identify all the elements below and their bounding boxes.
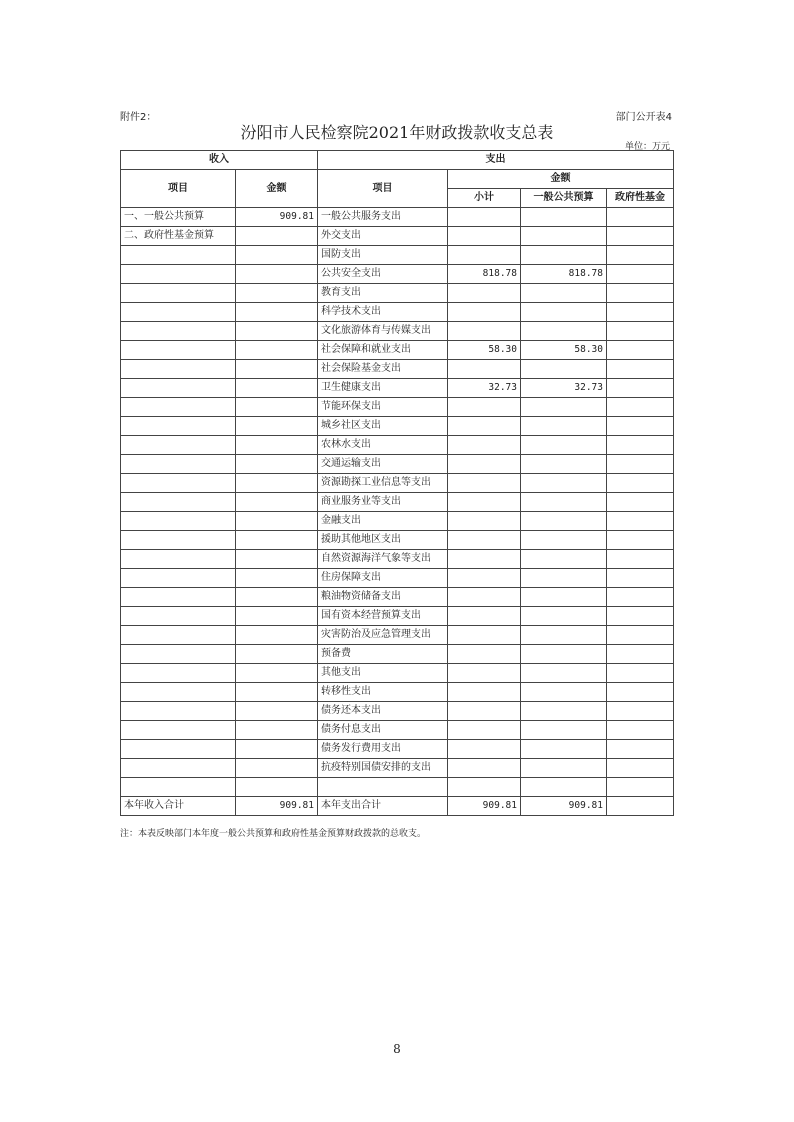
subtotal-cell	[448, 531, 521, 550]
gov-fund-cell	[607, 550, 674, 569]
general-budget-cell	[521, 531, 607, 550]
subtotal-cell	[448, 607, 521, 626]
table-row	[121, 303, 674, 322]
general-budget-cell	[521, 664, 607, 683]
expense-item-cell: 预备费	[318, 645, 448, 664]
expense-item-cell: 金融支出	[318, 512, 448, 531]
gov-fund-cell	[607, 531, 674, 550]
expense-item-cell: 粮油物资储备支出	[318, 588, 448, 607]
gov-fund-cell	[607, 455, 674, 474]
expense-item-cell: 公共安全支出	[318, 265, 448, 284]
income-item-cell: 一、一般公共预算	[121, 208, 236, 227]
expense-item-cell: 社会保险基金支出	[318, 360, 448, 379]
income-amount-cell	[236, 493, 318, 512]
expense-item-cell: 本年支出合计	[318, 797, 448, 816]
income-item-cell	[121, 531, 236, 550]
subtotal-cell: 32.73	[448, 379, 521, 398]
general-budget-cell	[521, 569, 607, 588]
income-amount-cell	[236, 417, 318, 436]
gov-fund-cell	[607, 512, 674, 531]
gov-fund-cell	[607, 322, 674, 341]
general-budget-cell	[521, 702, 607, 721]
subtotal-cell	[448, 208, 521, 227]
subtotal-cell	[448, 550, 521, 569]
income-item-cell	[121, 493, 236, 512]
expense-item-cell	[318, 778, 448, 797]
general-budget-cell	[521, 284, 607, 303]
general-budget-cell	[521, 455, 607, 474]
subtotal-cell	[448, 512, 521, 531]
table-row	[121, 208, 674, 227]
gov-fund-cell	[607, 227, 674, 246]
table-row	[121, 740, 674, 759]
general-budget-cell	[521, 493, 607, 512]
income-header: 收入	[121, 151, 318, 170]
table-row	[121, 493, 674, 512]
subtotal-cell	[448, 626, 521, 645]
expense-item-header: 项目	[318, 170, 448, 208]
table-row	[121, 398, 674, 417]
subtotal-cell	[448, 360, 521, 379]
expense-item-cell: 债务发行费用支出	[318, 740, 448, 759]
expense-item-cell: 农林水支出	[318, 436, 448, 455]
income-amount-cell	[236, 227, 318, 246]
income-amount-cell	[236, 607, 318, 626]
expense-item-cell: 教育支出	[318, 284, 448, 303]
income-amount-cell	[236, 474, 318, 493]
unit-label: 单位：万元	[624, 142, 670, 152]
general-budget-cell	[521, 645, 607, 664]
income-amount-cell	[236, 664, 318, 683]
expense-item-cell: 交通运输支出	[318, 455, 448, 474]
subtotal-cell	[448, 436, 521, 455]
income-item-cell: 本年收入合计	[121, 797, 236, 816]
expense-amount-header: 金额	[448, 170, 674, 189]
income-amount-cell	[236, 303, 318, 322]
income-item-cell	[121, 550, 236, 569]
income-item-cell	[121, 626, 236, 645]
general-budget-cell	[521, 227, 607, 246]
general-budget-cell: 818.78	[521, 265, 607, 284]
income-item-cell	[121, 721, 236, 740]
table-row	[121, 569, 674, 588]
expense-item-cell: 转移性支出	[318, 683, 448, 702]
income-item-header: 项目	[121, 170, 236, 208]
expense-item-cell: 债务付息支出	[318, 721, 448, 740]
income-item-cell	[121, 607, 236, 626]
gov-fund-cell	[607, 588, 674, 607]
gov-fund-cell	[607, 265, 674, 284]
general-budget-cell: 58.30	[521, 341, 607, 360]
table-row	[121, 227, 674, 246]
gov-fund-cell	[607, 417, 674, 436]
expense-item-cell: 城乡社区支出	[318, 417, 448, 436]
gov-fund-cell	[607, 569, 674, 588]
income-item-cell	[121, 664, 236, 683]
table-row	[121, 455, 674, 474]
page-title: 汾阳市人民检察院2021年财政拨款收支总表	[240, 123, 554, 142]
general-budget-cell	[521, 417, 607, 436]
income-amount-cell	[236, 645, 318, 664]
table-row	[121, 284, 674, 303]
expense-item-cell: 社会保障和就业支出	[318, 341, 448, 360]
gov-fund-cell	[607, 683, 674, 702]
subtotal-cell	[448, 474, 521, 493]
subtotal-cell	[448, 759, 521, 778]
gov-fund-cell	[607, 664, 674, 683]
income-item-cell	[121, 778, 236, 797]
income-amount-cell	[236, 265, 318, 284]
gov-fund-header: 政府性基金	[607, 189, 674, 208]
general-budget-cell	[521, 360, 607, 379]
income-amount-cell	[236, 512, 318, 531]
subtotal-cell	[448, 284, 521, 303]
general-budget-cell	[521, 303, 607, 322]
expense-item-cell: 卫生健康支出	[318, 379, 448, 398]
general-budget-cell	[521, 436, 607, 455]
income-item-cell	[121, 436, 236, 455]
page-number: 8	[393, 1042, 401, 1056]
income-item-cell	[121, 246, 236, 265]
general-budget-cell	[521, 208, 607, 227]
table-row	[121, 512, 674, 531]
income-amount-cell	[236, 683, 318, 702]
expense-item-cell: 抗疫特别国债安排的支出	[318, 759, 448, 778]
income-amount-cell	[236, 550, 318, 569]
expense-item-cell: 一般公共服务支出	[318, 208, 448, 227]
gov-fund-cell	[607, 702, 674, 721]
general-budget-cell	[521, 721, 607, 740]
income-amount-cell: 909.81	[236, 208, 318, 227]
subtotal-cell	[448, 246, 521, 265]
income-item-cell	[121, 303, 236, 322]
subtotal-cell	[448, 645, 521, 664]
table-row	[121, 531, 674, 550]
income-item-cell	[121, 398, 236, 417]
subtotal-cell	[448, 493, 521, 512]
expense-item-cell: 资源勘探工业信息等支出	[318, 474, 448, 493]
subtotal-cell	[448, 740, 521, 759]
income-item-cell	[121, 284, 236, 303]
subtotal-cell	[448, 588, 521, 607]
table-row	[121, 379, 674, 398]
gov-fund-cell	[607, 379, 674, 398]
subtotal-cell	[448, 569, 521, 588]
general-budget-cell	[521, 550, 607, 569]
table-body	[121, 208, 674, 816]
income-amount-cell	[236, 759, 318, 778]
expense-item-cell: 其他支出	[318, 664, 448, 683]
income-amount-cell	[236, 284, 318, 303]
expense-item-cell: 外交支出	[318, 227, 448, 246]
general-budget-cell	[521, 322, 607, 341]
income-amount-cell	[236, 398, 318, 417]
subtotal-cell	[448, 664, 521, 683]
table-row	[121, 341, 674, 360]
income-item-cell	[121, 645, 236, 664]
income-amount-cell	[236, 379, 318, 398]
income-amount-cell	[236, 721, 318, 740]
income-item-cell	[121, 265, 236, 284]
subtotal-cell	[448, 398, 521, 417]
income-item-cell	[121, 512, 236, 531]
budget-table	[120, 150, 674, 816]
gov-fund-cell	[607, 797, 674, 816]
table-row	[121, 550, 674, 569]
expense-item-cell: 文化旅游体育与传媒支出	[318, 322, 448, 341]
income-amount-cell	[236, 246, 318, 265]
income-item-cell	[121, 360, 236, 379]
expense-item-cell: 援助其他地区支出	[318, 531, 448, 550]
expense-item-cell: 债务还本支出	[318, 702, 448, 721]
table-row	[121, 588, 674, 607]
footnote: 注：本表反映部门本年度一般公共预算和政府性基金预算财政拨款的总收支。	[120, 829, 427, 839]
gov-fund-cell	[607, 303, 674, 322]
general-budget-cell: 909.81	[521, 797, 607, 816]
income-item-cell	[121, 759, 236, 778]
expense-item-cell: 国有资本经营预算支出	[318, 607, 448, 626]
expense-item-cell: 节能环保支出	[318, 398, 448, 417]
income-amount-cell	[236, 702, 318, 721]
subtotal-cell: 909.81	[448, 797, 521, 816]
table-row	[121, 778, 674, 797]
table-row	[121, 626, 674, 645]
income-amount-cell	[236, 569, 318, 588]
general-budget-cell	[521, 398, 607, 417]
income-item-cell	[121, 379, 236, 398]
general-budget-header: 一般公共预算	[521, 189, 607, 208]
expense-item-cell: 科学技术支出	[318, 303, 448, 322]
subtotal-cell	[448, 683, 521, 702]
general-budget-cell	[521, 607, 607, 626]
general-budget-cell	[521, 759, 607, 778]
gov-fund-cell	[607, 778, 674, 797]
income-amount-cell	[236, 436, 318, 455]
gov-fund-cell	[607, 626, 674, 645]
income-amount-cell	[236, 322, 318, 341]
gov-fund-cell	[607, 208, 674, 227]
attachment-label: 附件2：	[120, 112, 157, 123]
gov-fund-cell	[607, 436, 674, 455]
subtotal-cell	[448, 322, 521, 341]
subtotal-header: 小计	[448, 189, 521, 208]
general-budget-cell	[521, 588, 607, 607]
subtotal-cell	[448, 303, 521, 322]
income-item-cell	[121, 569, 236, 588]
table-row	[121, 436, 674, 455]
expense-item-cell: 国防支出	[318, 246, 448, 265]
table-row	[121, 246, 674, 265]
subtotal-cell	[448, 417, 521, 436]
gov-fund-cell	[607, 759, 674, 778]
subtotal-cell: 58.30	[448, 341, 521, 360]
general-budget-cell	[521, 474, 607, 493]
income-item-cell	[121, 417, 236, 436]
table-row	[121, 721, 674, 740]
gov-fund-cell	[607, 493, 674, 512]
income-amount-cell	[236, 626, 318, 645]
general-budget-cell	[521, 740, 607, 759]
income-item-cell	[121, 683, 236, 702]
table-row	[121, 607, 674, 626]
gov-fund-cell	[607, 740, 674, 759]
table-row	[121, 474, 674, 493]
general-budget-cell	[521, 778, 607, 797]
income-amount-cell	[236, 531, 318, 550]
income-amount-cell	[236, 341, 318, 360]
income-item-cell	[121, 740, 236, 759]
table-row	[121, 265, 674, 284]
general-budget-cell	[521, 512, 607, 531]
income-item-cell	[121, 322, 236, 341]
subtotal-cell: 818.78	[448, 265, 521, 284]
income-amount-cell	[236, 455, 318, 474]
income-amount-cell	[236, 740, 318, 759]
table-row	[121, 683, 674, 702]
expense-item-cell: 住房保障支出	[318, 569, 448, 588]
subtotal-cell	[448, 227, 521, 246]
table-row	[121, 702, 674, 721]
income-amount-cell	[236, 360, 318, 379]
table-row	[121, 797, 674, 816]
gov-fund-cell	[607, 398, 674, 417]
gov-fund-cell	[607, 474, 674, 493]
expense-item-cell: 商业服务业等支出	[318, 493, 448, 512]
table-row	[121, 759, 674, 778]
gov-fund-cell	[607, 284, 674, 303]
subtotal-cell	[448, 778, 521, 797]
income-item-cell	[121, 474, 236, 493]
expense-item-cell: 自然资源海洋气象等支出	[318, 550, 448, 569]
general-budget-cell: 32.73	[521, 379, 607, 398]
income-item-cell: 二、政府性基金预算	[121, 227, 236, 246]
table-row	[121, 664, 674, 683]
table-row	[121, 322, 674, 341]
income-item-cell	[121, 341, 236, 360]
income-item-cell	[121, 455, 236, 474]
income-amount-cell	[236, 588, 318, 607]
expense-item-cell: 灾害防治及应急管理支出	[318, 626, 448, 645]
income-amount-cell: 909.81	[236, 797, 318, 816]
gov-fund-cell	[607, 607, 674, 626]
gov-fund-cell	[607, 645, 674, 664]
general-budget-cell	[521, 626, 607, 645]
income-item-cell	[121, 702, 236, 721]
gov-fund-cell	[607, 360, 674, 379]
general-budget-cell	[521, 683, 607, 702]
income-item-cell	[121, 588, 236, 607]
subtotal-cell	[448, 455, 521, 474]
gov-fund-cell	[607, 721, 674, 740]
table-row	[121, 360, 674, 379]
form-number: 部门公开表4	[615, 112, 672, 123]
table-row	[121, 645, 674, 664]
expense-header: 支出	[318, 151, 674, 170]
table-row	[121, 417, 674, 436]
gov-fund-cell	[607, 341, 674, 360]
income-amount-header: 金额	[236, 170, 318, 208]
subtotal-cell	[448, 702, 521, 721]
gov-fund-cell	[607, 246, 674, 265]
general-budget-cell	[521, 246, 607, 265]
income-amount-cell	[236, 778, 318, 797]
subtotal-cell	[448, 721, 521, 740]
